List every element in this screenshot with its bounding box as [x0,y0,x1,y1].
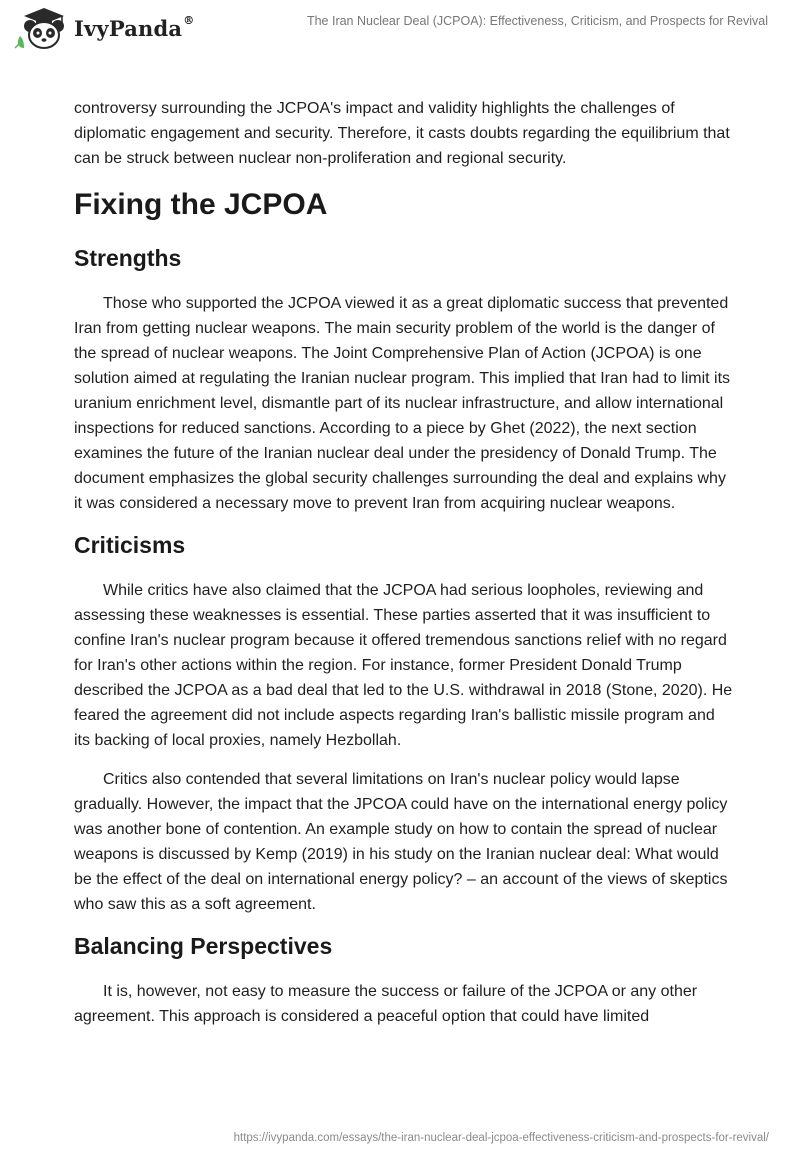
panda-graduate-icon [14,6,70,50]
essay-content [74,96,734,1043]
section-title: Fixing the JCPOA [74,188,328,221]
criticisms-paragraph: Critics also contended that several limitations on Iran's nuclear policy would lapse gradually. However, the impact that the JPCOA could have on the international energy policy was another bone of contention. An example study on how to contain the spread of nuclear weapons is discussed by Kemp (2019) in his study on the Iranian nuclear deal: What would be the effect of the deal on international energy policy? – an account of the views of skeptics who saw this as a soft agreement. [74,771,728,913]
strengths-paragraph: Those who supported the JCPOA viewed it as a great diplomatic success that prevented Iran from getting nuclear weapons. The main security problem of the world is the danger of the spread of nuclear weapons. The Joint Comprehensive Plan of Action (JCPOA) is one solution aimed at regulating the Iranian nuclear program. This implied that Iran had to limit its uranium enrichment level, dismantle part of its nuclear infrastructure, and allow international inspections for reduced sanctions. According to a piece by Ghet (2022), the next section examines the future of the Iranian nuclear deal under the presidency of Donald Trump. The document emphasizes the global security challenges surrounding the deal and explains why it was considered a necessary move to prevent Iran from acquiring nuclear weapons. [74,295,731,512]
brand-name: IvyPanda® [74,13,195,41]
criticisms-heading: Criticisms [74,532,186,558]
source-url[interactable]: https://ivypanda.com/essays/the-iran-nuclear-deal-jcpoa-effectiveness-criticism-and-prospects-for-revival/ [233,1132,769,1144]
balancing-heading: Balancing Perspectives [74,933,333,959]
document-title: The Iran Nuclear Deal (JCPOA): Effectiveness, Criticism, and Prospects for Revival [306,14,768,28]
ivypanda-logo[interactable] [14,6,194,50]
registered-mark: ® [183,13,195,27]
strengths-heading: Strengths [74,245,182,271]
intro-paragraph: controversy surrounding the JCPOA's impact and validity highlights the challenges of diplomatic engagement and security. Therefore, it casts doubts regarding the equilibrium that can be struck between nuclear non-proliferation and regional security. [74,100,730,167]
balancing-paragraph: It is, however, not easy to measure the success or failure of the JCPOA or any other agreement. This approach is considered a peaceful option that could have limited [74,983,698,1025]
criticisms-paragraph: While critics have also claimed that the JCPOA had serious loopholes, reviewing and assessing these weaknesses is essential. These parties asserted that it was insufficient to confine Iran's nuclear program because it offered tremendous sanctions relief with no regard for Iran's other actions within the region. For instance, former President Donald Trump described the JCPOA as a bad deal that led to the U.S. withdrawal in 2018 (Stone, 2020). He feared the agreement did not include aspects regarding Iran's ballistic missile program and its backing of local proxies, namely Hezbollah. [74,582,733,749]
page-header [0,0,800,60]
